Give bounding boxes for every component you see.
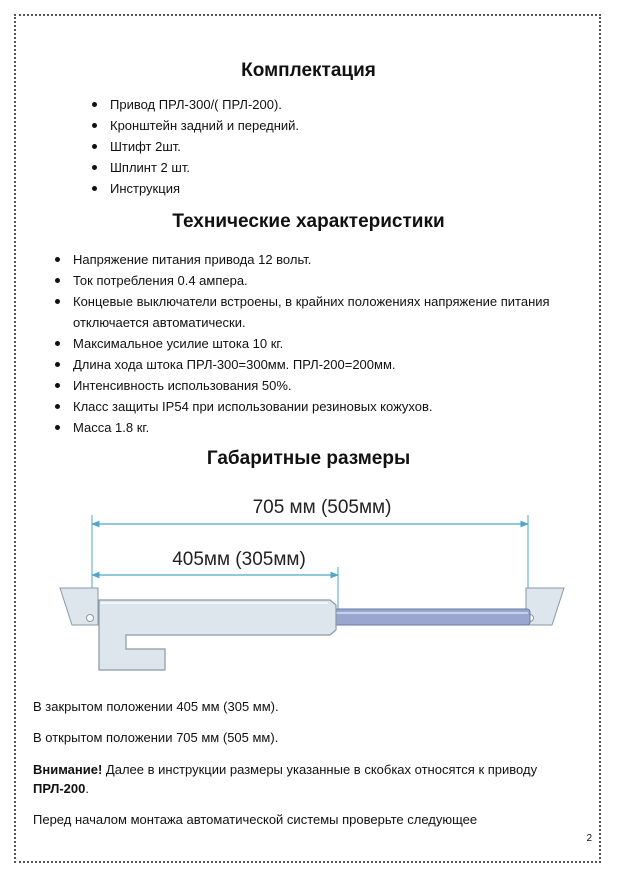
spec-item: Класс защиты IP54 при использовании резиновых кожухов. — [51, 396, 571, 417]
open-length-label: 705 мм (505мм) — [252, 497, 392, 518]
spec-item: Масса 1.8 кг. — [51, 417, 571, 438]
kit-title: Комплектация — [241, 60, 376, 81]
warning-label: Внимание! — [33, 762, 103, 777]
actuator-body — [99, 600, 336, 670]
specs-list — [51, 249, 571, 438]
spec-item: Длина хода штока ПРЛ-300=300мм. ПРЛ-200=200мм. — [51, 354, 571, 375]
warning-paragraph — [33, 760, 583, 798]
kit-item: Инструкция — [88, 178, 568, 199]
spec-item: Максимальное усилие штока 10 кг. — [51, 333, 571, 354]
warning-model: ПРЛ-200 — [33, 781, 86, 796]
kit-item: Привод ПРЛ-300/( ПРЛ-200). — [88, 94, 568, 115]
kit-item: Штифт 2шт. — [88, 136, 568, 157]
spec-item: Ток потребления 0.4 ампера. — [51, 270, 571, 291]
page-number: 2 — [586, 833, 592, 844]
spec-item: Концевые выключатели встроены, в крайних положениях напряжение питания отключается автоматически. — [51, 291, 571, 333]
kit-list — [88, 94, 568, 199]
open-position-text: В открытом положении 705 мм (505 мм). — [33, 730, 279, 745]
warning-end: . — [85, 781, 89, 796]
kit-item: Шплинт 2 шт. — [88, 157, 568, 178]
spec-item: Напряжение питания привода 12 вольт. — [51, 249, 571, 270]
rear-bracket-hole — [87, 615, 94, 622]
specs-title: Технические характеристики — [172, 211, 445, 232]
kit-item: Кронштейн задний и передний. — [88, 115, 568, 136]
warning-text: Далее в инструкции размеры указанные в скобках относятся к приводу — [102, 762, 538, 777]
actuator-rod — [330, 609, 530, 625]
closed-length-label: 405мм (305мм) — [172, 549, 306, 570]
actuator-diagram — [0, 485, 617, 685]
dims-title: Габаритные размеры — [206, 448, 411, 469]
before-install-text: Перед началом монтажа автоматической системы проверьте следующее — [33, 812, 478, 827]
closed-position-text: В закрытом положении 405 мм (305 мм). — [33, 699, 279, 714]
spec-item: Интенсивность использования 50%. — [51, 375, 571, 396]
